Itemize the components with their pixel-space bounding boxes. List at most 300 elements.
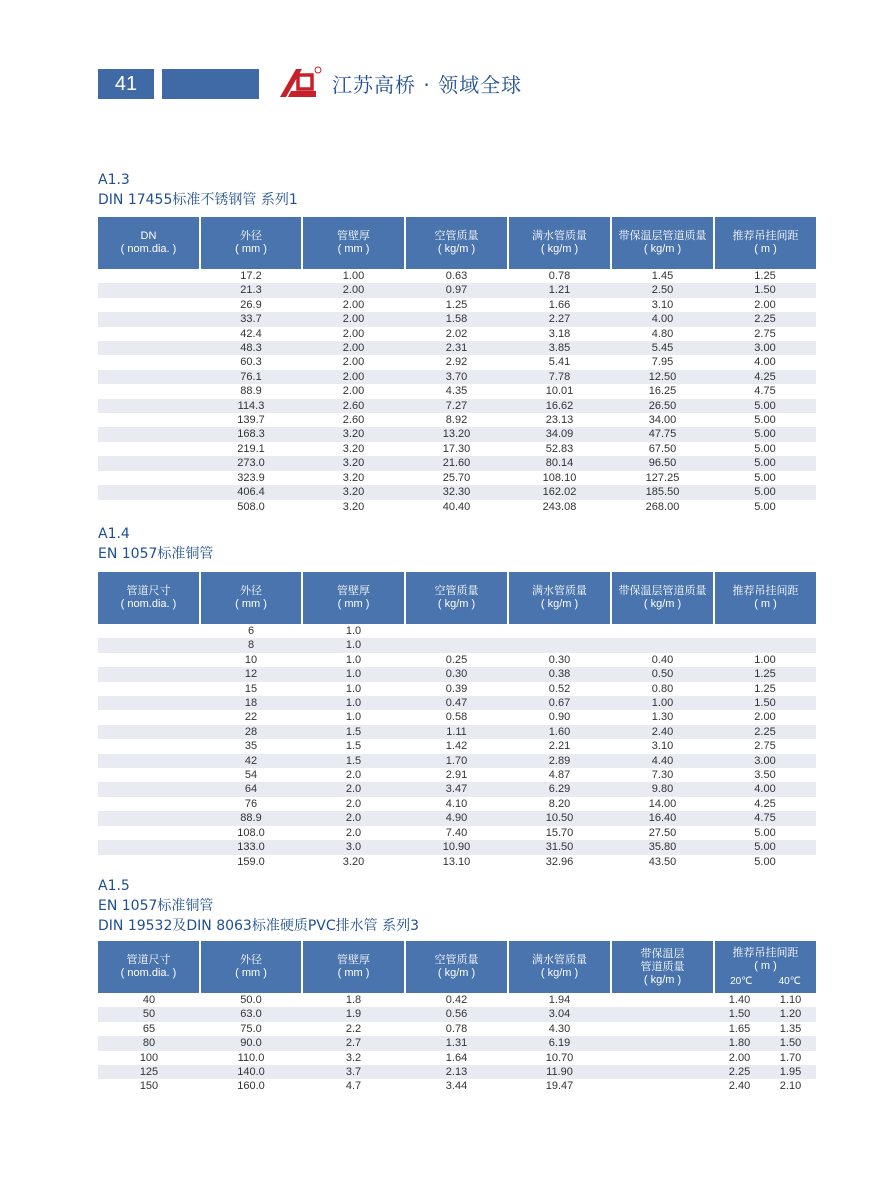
table-cell: 133.0 — [200, 840, 302, 854]
table-cell: 0.78 — [548, 270, 571, 282]
table-cell: 17.2 — [240, 270, 262, 282]
table-cell: 1.50 — [728, 1008, 751, 1021]
table-cell: 96.50 — [611, 456, 714, 470]
section-code-a15: A1.5 — [98, 878, 130, 894]
table-cell: 3.0 — [302, 840, 405, 854]
table-cell: 67.50 — [648, 442, 677, 455]
table-cell: 3.20 — [302, 456, 405, 470]
table-cell: 1.45 — [651, 270, 674, 282]
table-cell: 2.31 — [405, 341, 508, 355]
table-cell: 4.00 — [714, 782, 816, 796]
table-cell: 1.60 — [508, 725, 611, 739]
table-cell: 219.1 — [237, 442, 265, 455]
column-header-unit: ( kg/m ) — [540, 598, 579, 610]
table-cell: 8.92 — [445, 414, 468, 427]
table-cell: 2.00 — [302, 312, 405, 326]
table-cell: 31.50 — [508, 840, 611, 854]
table-cell: 10.01 — [545, 385, 574, 398]
table-cell: 1.70 — [779, 1051, 802, 1064]
table-row — [98, 638, 816, 652]
table-cell — [714, 624, 816, 638]
table-row — [98, 811, 816, 825]
table-cell: 47.75 — [611, 427, 714, 441]
column-header — [302, 217, 405, 269]
table-cell: 0.58 — [445, 711, 468, 724]
table-cell: 2.00 — [342, 385, 365, 398]
column-header-unit: ( mm ) — [337, 598, 370, 610]
table-cell: 0.67 — [508, 696, 611, 710]
table-row — [98, 1007, 816, 1021]
table-cell: 50.0 — [240, 994, 262, 1006]
table-cell: 3.18 — [548, 327, 571, 340]
column-header-unit: ( kg/m ) — [437, 243, 476, 255]
table-cell: 35 — [244, 740, 258, 753]
table-cell: 1.11 — [405, 725, 508, 739]
table-cell — [98, 624, 200, 638]
table-cell: 1.50 — [714, 283, 816, 297]
table-cell: 0.38 — [508, 667, 611, 681]
column-header-label: 空管质量 — [434, 585, 479, 597]
column-header-label: 外径 — [240, 230, 262, 242]
table-row — [98, 826, 816, 840]
table-row — [98, 754, 816, 768]
span-pair-cell — [714, 1036, 816, 1050]
column-header-unit: ( m ) — [754, 243, 777, 255]
span-pair-cell — [714, 1051, 816, 1065]
table-cell: 7.78 — [508, 370, 611, 384]
table-cell: 0.50 — [611, 667, 714, 681]
table-cell: 5.00 — [754, 414, 776, 427]
table-cell: 4.40 — [611, 754, 714, 768]
table-cell: 25.70 — [442, 471, 471, 484]
table-cell: 2.25 — [714, 725, 816, 739]
column-header-label: 满水管质量 — [532, 585, 587, 597]
table-cell: 28 — [200, 725, 302, 739]
table-cell: 5.00 — [754, 442, 776, 455]
table-cell: 0.90 — [548, 711, 571, 724]
column-header — [98, 572, 200, 624]
table-cell — [98, 312, 200, 326]
table-cell — [98, 811, 200, 825]
table-cell: 125 — [98, 1065, 200, 1079]
table-cell: 1.50 — [714, 696, 816, 710]
table-cell: 0.56 — [405, 1007, 508, 1021]
table-cell: 4.30 — [548, 1022, 571, 1035]
table-cell — [98, 283, 200, 297]
table-cell: 1.20 — [779, 1008, 802, 1021]
table-cell: 1.5 — [302, 725, 405, 739]
table-cell: 7.27 — [405, 399, 508, 413]
table-cell: 5.00 — [754, 500, 776, 513]
table-cell — [98, 682, 200, 696]
table-cell: 2.0 — [345, 769, 362, 782]
column-header-label: 管道尺寸 — [126, 585, 171, 597]
table-row — [98, 1036, 816, 1050]
table-cell: 508.0 — [237, 500, 265, 513]
table-cell: 1.00 — [611, 696, 714, 710]
table-cell: 34.00 — [648, 414, 677, 427]
table-row — [98, 840, 816, 854]
table-cell: 16.62 — [508, 399, 611, 413]
table-cell: 54 — [244, 769, 258, 782]
table-cell: 0.25 — [445, 653, 468, 666]
table-cell: 16.40 — [611, 811, 714, 825]
table-cell: 1.66 — [548, 298, 571, 311]
table-row — [98, 696, 816, 710]
table-cell: 1.95 — [779, 1066, 802, 1079]
span-pair-cell — [714, 1079, 816, 1093]
table-cell: 3.00 — [714, 341, 816, 355]
column-header-unit: ( mm ) — [235, 598, 267, 610]
table-cell: 80 — [98, 1036, 200, 1050]
table-cell: 1.40 — [728, 994, 751, 1006]
table-cell: 1.10 — [779, 994, 802, 1006]
table-cell: 2.00 — [302, 283, 405, 297]
table-cell: 4.7 — [345, 1080, 362, 1093]
table-cell: 7.95 — [651, 356, 674, 369]
table-cell: 0.40 — [651, 653, 674, 666]
table-cell: 1.70 — [405, 754, 508, 768]
table-cell: 268.00 — [645, 500, 680, 513]
column-header-label: 管道尺寸 — [126, 954, 171, 966]
table-cell: 27.50 — [648, 826, 677, 839]
table-cell: 1.94 — [548, 994, 571, 1006]
table-cell: 22 — [244, 711, 258, 724]
table-cell: 1.65 — [728, 1022, 751, 1035]
table-row — [98, 993, 816, 1007]
brand-slogan: 江苏高桥 · 领域全球 — [332, 73, 523, 97]
table-cell: 3.20 — [302, 485, 405, 499]
table-row — [98, 710, 816, 724]
table-cell: 76.1 — [200, 370, 302, 384]
table-cell: 140.0 — [200, 1065, 302, 1079]
table-cell: 2.00 — [302, 370, 405, 384]
table-cell: 1.50 — [779, 1037, 802, 1050]
table-cell: 13.20 — [405, 427, 508, 441]
table-cell: 42.4 — [240, 327, 262, 340]
table-cell — [98, 710, 200, 724]
temp-40-label: 40℃ — [778, 975, 801, 987]
table-cell: 2.75 — [754, 740, 776, 753]
table-cell: 2.00 — [342, 327, 365, 340]
table-din19532-pvc — [98, 941, 816, 1094]
table-cell: 15 — [244, 682, 258, 695]
span-pair-cell — [714, 993, 816, 1007]
table-cell: 26.50 — [611, 399, 714, 413]
table-cell: 139.7 — [237, 414, 265, 427]
table-cell: 3.85 — [508, 341, 611, 355]
table-cell: 406.4 — [200, 485, 302, 499]
table-cell: 5.00 — [714, 456, 816, 470]
table-cell: 12 — [200, 667, 302, 681]
table-cell: 3.20 — [342, 855, 365, 868]
table-cell: 1.9 — [302, 1007, 405, 1021]
column-header — [302, 572, 405, 624]
table-row — [98, 384, 816, 398]
column-header-label: 外径 — [240, 954, 262, 966]
table-cell: 1.0 — [345, 625, 362, 637]
table-cell: 4.25 — [754, 797, 776, 810]
table-din17455 — [98, 217, 816, 514]
column-header-label: 推荐吊挂间距 — [732, 946, 799, 959]
table-row — [98, 355, 816, 369]
column-header-unit: ( mm ) — [235, 243, 267, 255]
table-row — [98, 327, 816, 341]
table-cell: 100 — [139, 1051, 159, 1064]
table-cell: 1.5 — [302, 754, 405, 768]
column-header-label: 管壁厚 — [337, 585, 370, 597]
table-cell: 8.20 — [548, 797, 571, 810]
table-cell: 4.00 — [611, 312, 714, 326]
table-cell: 108.0 — [237, 826, 265, 839]
table-cell — [98, 500, 200, 514]
section-title-a15-line2: DIN 19532及DIN 8063标准硬质PVC排水管 系列3 — [98, 918, 419, 934]
table-cell: 1.0 — [302, 696, 405, 710]
section-code-a14: A1.4 — [98, 526, 130, 542]
table-cell: 3.10 — [651, 298, 674, 311]
table-cell: 3.70 — [405, 370, 508, 384]
column-header-unit: ( m ) — [754, 959, 777, 972]
table-cell: 108.10 — [542, 471, 577, 484]
table-row — [98, 269, 816, 283]
page-number: 41 — [98, 69, 154, 99]
table-cell: 323.9 — [237, 471, 265, 484]
table-cell: 2.02 — [445, 327, 468, 340]
table-cell: 7.40 — [445, 826, 468, 839]
column-header — [200, 572, 302, 624]
table-cell: 2.0 — [302, 782, 405, 796]
table-row — [98, 442, 816, 456]
table-cell — [98, 638, 200, 652]
table-cell: 60.3 — [240, 356, 262, 369]
table-cell — [98, 768, 200, 782]
table-row — [98, 471, 816, 485]
table-row — [98, 624, 816, 638]
table-cell: 1.58 — [405, 312, 508, 326]
table-cell: 2.60 — [342, 414, 365, 427]
table-cell: 1.21 — [508, 283, 611, 297]
table-cell: 3.20 — [342, 471, 365, 484]
table-cell — [98, 855, 200, 869]
table-cell: 2.10 — [779, 1080, 802, 1093]
table-cell: 6.19 — [508, 1036, 611, 1050]
column-header-unit: ( kg/m ) — [437, 598, 476, 610]
table-cell: 32.96 — [545, 855, 574, 868]
table-cell: 273.0 — [200, 456, 302, 470]
column-header-unit: ( kg/m ) — [643, 598, 682, 610]
table-cell: 2.40 — [611, 725, 714, 739]
table-cell — [98, 370, 200, 384]
table-cell: 4.75 — [714, 811, 816, 825]
column-header — [611, 941, 714, 993]
table-cell: 48.3 — [200, 341, 302, 355]
table-cell — [98, 667, 200, 681]
table-cell: 2.7 — [302, 1036, 405, 1050]
table-cell — [98, 442, 200, 456]
table-cell: 2.50 — [611, 283, 714, 297]
table-cell: 1.0 — [345, 711, 362, 724]
table-cell: 160.0 — [237, 1080, 265, 1093]
column-header-label: 外径 — [240, 585, 262, 597]
table-row — [98, 500, 816, 514]
table-cell — [98, 413, 200, 427]
table-cell: 1.25 — [754, 270, 776, 282]
column-header — [611, 572, 714, 624]
table-cell — [98, 754, 200, 768]
table-cell: 6.29 — [508, 782, 611, 796]
column-header-unit: 管道质量 — [640, 960, 685, 973]
column-header-label: 带保温层 — [640, 947, 685, 960]
column-header-label: 带保温层管道质量 — [618, 585, 707, 597]
table-row — [98, 485, 816, 499]
table-cell: 90.0 — [200, 1036, 302, 1050]
table-cell: 32.30 — [405, 485, 508, 499]
column-header-unit: ( nom.dia. ) — [120, 598, 177, 610]
span-pair-cell — [714, 1022, 816, 1036]
table-cell: 1.0 — [302, 667, 405, 681]
table-cell: 10 — [244, 653, 258, 666]
column-header-label: 满水管质量 — [532, 954, 587, 966]
column-header — [405, 217, 508, 269]
table-row — [98, 797, 816, 811]
table-cell: 64 — [200, 782, 302, 796]
table-cell: 16.25 — [648, 385, 677, 398]
column-header-label: 带保温层管道质量 — [618, 230, 707, 242]
table-cell: 0.97 — [405, 283, 508, 297]
column-header-unit: ( nom.dia. ) — [120, 967, 177, 979]
table-cell: 10.50 — [508, 811, 611, 825]
column-header-label: 推荐吊挂间距 — [732, 585, 799, 597]
table-cell: 162.02 — [508, 485, 611, 499]
table-cell: 1.64 — [445, 1051, 468, 1064]
table-cell: 3.20 — [302, 427, 405, 441]
table-cell: 0.30 — [405, 667, 508, 681]
table-row — [98, 413, 816, 427]
table-cell: 5.00 — [714, 485, 816, 499]
table-cell — [98, 456, 200, 470]
table-row — [98, 456, 816, 470]
table-cell — [98, 471, 200, 485]
table-cell: 80.14 — [508, 456, 611, 470]
table-cell — [611, 1065, 714, 1079]
table-cell — [98, 327, 200, 341]
column-header — [611, 217, 714, 269]
table-cell: 1.25 — [714, 667, 816, 681]
table-cell: 1.35 — [779, 1022, 802, 1035]
table-cell: 2.00 — [728, 1051, 751, 1064]
table-cell — [98, 485, 200, 499]
table-cell: 114.3 — [200, 399, 302, 413]
table-cell — [98, 298, 200, 312]
table-cell: 1.5 — [345, 740, 362, 753]
table-cell: 4.87 — [548, 769, 571, 782]
table-cell: 2.0 — [345, 797, 362, 810]
table-cell: 13.10 — [442, 855, 471, 868]
table-cell — [98, 653, 200, 667]
table-cell: 1.0 — [345, 653, 362, 666]
table-cell: 33.7 — [200, 312, 302, 326]
column-header-label: 管壁厚 — [337, 954, 370, 966]
table-cell — [611, 1022, 714, 1036]
table-cell: 35.80 — [611, 840, 714, 854]
table-cell: 4.80 — [651, 327, 674, 340]
table-cell: 3.04 — [508, 1007, 611, 1021]
table-cell: 5.41 — [548, 356, 571, 369]
table-cell — [98, 696, 200, 710]
table-row — [98, 855, 816, 869]
section-title-a15-line1: EN 1057标准铜管 — [98, 898, 214, 914]
column-header — [714, 572, 816, 624]
table-cell — [98, 269, 200, 283]
table-row — [98, 1079, 816, 1093]
table-cell: 10.70 — [545, 1051, 574, 1064]
section-title-a14: EN 1057标准铜管 — [98, 546, 214, 562]
table-cell: 3.7 — [302, 1065, 405, 1079]
column-header-unit: ( kg/m ) — [437, 967, 476, 979]
table-cell — [98, 399, 200, 413]
table-cell: 2.0 — [345, 826, 362, 839]
table-cell: 159.0 — [237, 855, 265, 868]
table-row — [98, 1065, 816, 1079]
table-cell: 3.50 — [754, 769, 776, 782]
column-header-label: 空管质量 — [434, 230, 479, 242]
table-cell: 2.91 — [445, 769, 468, 782]
table-cell: 1.00 — [342, 270, 365, 282]
table-cell: 3.20 — [342, 442, 365, 455]
table-cell: 2.27 — [508, 312, 611, 326]
table-row — [98, 1022, 816, 1036]
column-header-label: 管壁厚 — [337, 230, 370, 242]
table-cell: 0.80 — [651, 682, 674, 695]
table-cell: 23.13 — [545, 414, 574, 427]
column-header — [98, 217, 200, 269]
table-cell: 88.9 — [200, 811, 302, 825]
table-cell — [611, 1007, 714, 1021]
table-cell: 2.00 — [342, 356, 365, 369]
table-en1057 — [98, 572, 816, 869]
column-header — [714, 217, 816, 269]
table-cell: 2.60 — [302, 399, 405, 413]
table-cell: 50 — [98, 1007, 200, 1021]
table-cell: 88.9 — [240, 385, 262, 398]
table-cell: 0.63 — [445, 270, 468, 282]
table-cell — [98, 341, 200, 355]
column-header — [714, 941, 816, 993]
table-cell: 1.30 — [651, 711, 674, 724]
table-cell: 11.90 — [508, 1065, 611, 1079]
table-cell: 65 — [142, 1022, 156, 1035]
table-cell — [611, 624, 714, 638]
table-cell — [508, 638, 611, 652]
table-row — [98, 370, 816, 384]
column-header-unit: ( mm ) — [235, 967, 267, 979]
table-cell: 43.50 — [648, 855, 677, 868]
table-cell: 5.00 — [714, 427, 816, 441]
table-cell — [98, 797, 200, 811]
table-cell: 15.70 — [545, 826, 574, 839]
table-cell: 1.25 — [445, 298, 468, 311]
table-cell — [405, 624, 508, 638]
column-header — [405, 572, 508, 624]
table-cell: 2.89 — [508, 754, 611, 768]
table-cell: 9.80 — [611, 782, 714, 796]
table-cell: 3.00 — [714, 754, 816, 768]
table-cell: 4.90 — [405, 811, 508, 825]
table-row — [98, 283, 816, 297]
table-cell: 4.00 — [754, 356, 776, 369]
table-cell — [98, 384, 200, 398]
table-row — [98, 682, 816, 696]
